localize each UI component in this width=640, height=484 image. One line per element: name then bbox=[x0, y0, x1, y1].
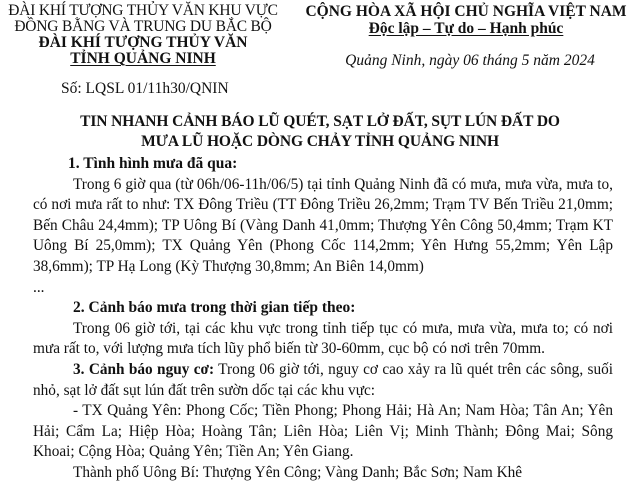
section-3-text: Trong 06 giờ tới, nguy cơ cao xảy ra lũ quét trên các sông, suối nhỏ, sạt lở đất sụt lún đất trên sườn dốc tại các khu vực: bbox=[33, 360, 613, 399]
national-motto bbox=[292, 20, 640, 37]
title-line-2: MƯA LŨ HOẶC DÒNG CHẢY TỈNH QUẢNG NINH bbox=[141, 133, 499, 150]
agency-line-4 bbox=[0, 51, 286, 67]
title-line-1: TIN NHANH CẢNH BÁO LŨ QUÉT, SẠT LỞ ĐẤT, SỤT LÚN ĐẤT DO bbox=[80, 113, 560, 130]
section-3-heading: 3. Cảnh báo nguy cơ: bbox=[73, 360, 215, 378]
document-title bbox=[0, 112, 640, 152]
motto-text: Độc lập – Tự do – Hạnh phúc bbox=[368, 20, 564, 37]
agency-line-1: ĐÀI KHÍ TƯỢNG THỦY VĂN KHU VỰC bbox=[8, 2, 278, 19]
date-line: Quảng Ninh, ngày 06 tháng 5 năm 2024 bbox=[345, 52, 595, 69]
document-number: Số: LQSL 01/11h30/QNIN bbox=[61, 80, 229, 97]
agency-name-underlined: TỈNH QUẢNG NINH bbox=[70, 50, 216, 67]
national-header bbox=[292, 3, 640, 37]
section-1-heading: 1. Tình hình mưa đã qua: bbox=[68, 155, 238, 172]
agency-line-2: ĐỒNG BẰNG VÀ TRUNG DU BẮC BỘ bbox=[14, 18, 272, 35]
document-body bbox=[33, 154, 613, 484]
issuing-agency-header bbox=[0, 3, 286, 67]
risk-area-item-quang-yen: - TX Quảng Yên: Phong Cốc; Tiền Phong; Phong Hải; Hà An; Nam Hòa; Tân An; Yên Hải; Cẩm La; Hiệp Hòa; Hoàng Tân; Liên Hòa; Liên Vị; Minh Thành; Đông Mai; Sông Khoai; Cộng Hòa; Quảng Yên; Tiền An; Yên Giang. bbox=[33, 402, 613, 461]
section-1-ellipsis: ... bbox=[33, 278, 45, 296]
section-2-heading: 2. Cảnh báo mưa trong thời gian tiếp theo: bbox=[73, 299, 356, 317]
national-title: CỘNG HÒA XÃ HỘI CHỦ NGHĨA VIỆT NAM bbox=[305, 3, 627, 20]
section-2-text: Trong 06 giờ tới, tại các khu vực trong tỉnh tiếp tục có mưa, mưa vừa, mưa to; có nơi mưa rất to, với lượng mưa tích lũy phổ biến từ 30-60mm, cục bộ có nơi trên 70mm. bbox=[33, 319, 613, 358]
section-1-text: Trong 6 giờ qua (từ 06h/06-11h/06/5) tại tỉnh Quảng Ninh đã có mưa, mưa vừa, mưa to, có nơi mưa rất to như: TX Đông Triều (TT Đông Triều 26,2mm; Trạm TV Bến Triều 21,0mm; Bến Châu 24,4mm); TP Uông Bí (Vàng Danh 41,0mm; Thượng Yên Công 50,4mm; Trạm KT Uông Bí 25,0mm); TX Quảng Yên (Phong Cốc 114,2mm; Yên Hưng 55,2mm; Yên Lập 38,6mm); TP Hạ Long (Kỳ Thượng 30,8mm; An Biên 14,0mm) bbox=[33, 175, 613, 275]
agency-line-3: ĐÀI KHÍ TƯỢNG THỦY VĂN bbox=[38, 34, 248, 51]
section-3-paragraph bbox=[33, 360, 613, 401]
risk-area-item-uong-bi: Thành phố Uông Bí: Thượng Yên Công; Vàng Danh; Bắc Sơn; Nam Khê bbox=[73, 463, 523, 481]
